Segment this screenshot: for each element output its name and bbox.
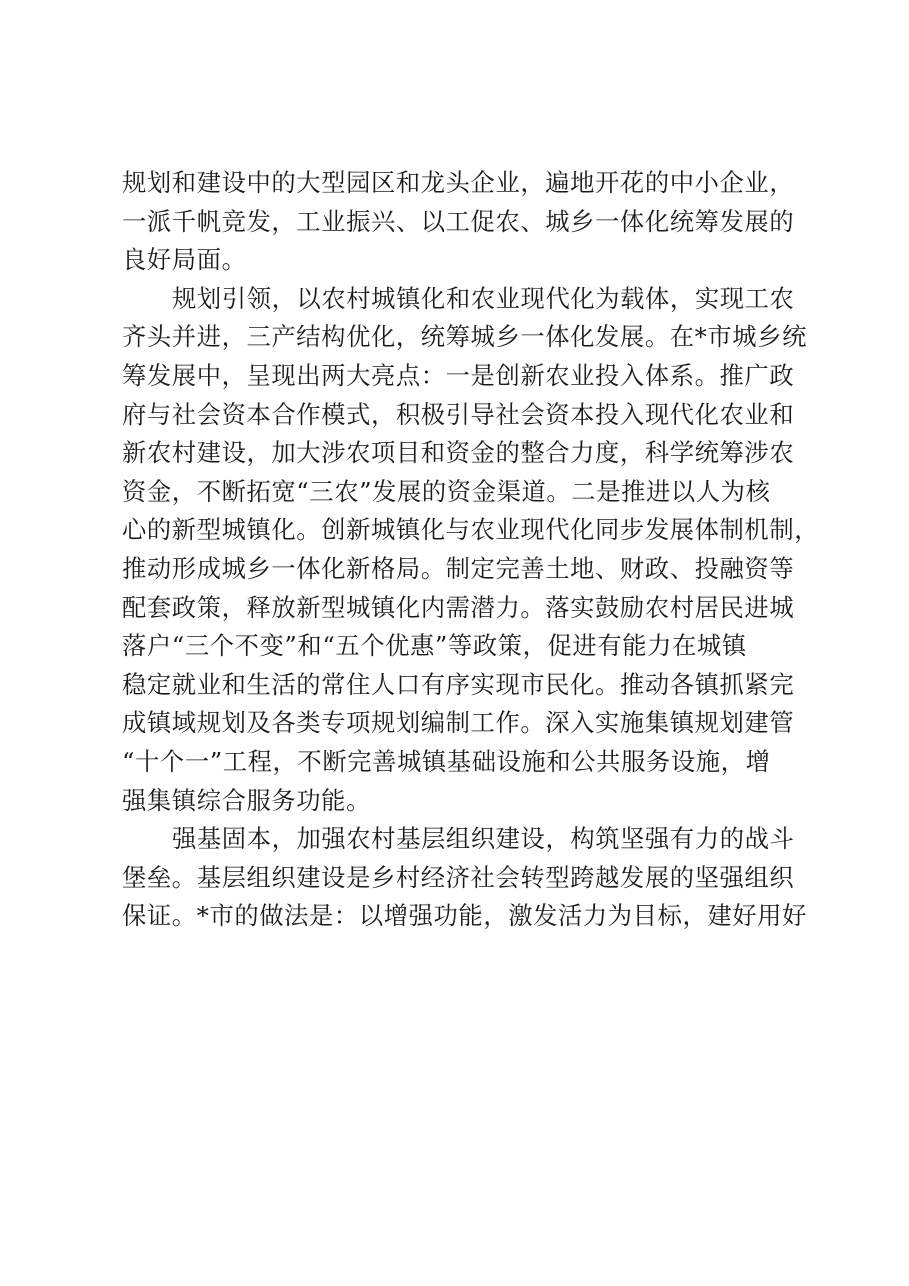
text-line: 一派千帆竞发，工业振兴、以工促农、城乡一体化统筹发展的 — [122, 206, 795, 236]
text-line: 落户“三个不变”和“五个优惠”等政策，促进有能力在城镇 — [122, 631, 747, 661]
text-line: 府与社会资本合作模式，积极引导社会资本投入现代化农业和 — [122, 399, 795, 429]
text-line: 成镇域规划及各类专项规划编制工作。深入实施集镇规划建管 — [122, 708, 795, 738]
text-line: 强集镇综合服务功能。 — [122, 785, 371, 815]
text-line: 推动形成城乡一体化新格局。制定完善土地、财政、投融资等 — [122, 553, 795, 583]
text-line: 资金，不断拓宽“三农”发展的资金渠道。二是推进以人为核 — [122, 476, 771, 506]
text-line: 规划和建设中的大型园区和龙头企业，遍地开花的中小企业， — [122, 168, 795, 197]
text-line: 稳定就业和生活的常住人口有序实现市民化。推动各镇抓紧完 — [122, 669, 795, 699]
text-line: 齐头并进，三产结构优化，统筹城乡一体化发展。在*市城乡统 — [122, 322, 807, 352]
text-line: 新农村建设，加大涉农项目和资金的整合力度，科学统筹涉农 — [122, 438, 795, 468]
paragraph-first-line: 强基固本，加强农村基层组织建设，构筑坚强有力的战斗 — [172, 824, 795, 854]
text-line: 配套政策，释放新型城镇化内需潜力。落实鼓励农村居民进城 — [122, 592, 795, 622]
text-line: 心的新型城镇化。创新城镇化与农业现代化同步发展体制机制， — [122, 515, 820, 545]
text-line: 筹发展中，呈现出两大亮点：一是创新农业投入体系。推广政 — [122, 360, 795, 390]
body-text — [122, 164, 820, 936]
paragraph-first-line: 规划引领，以农村城镇化和农业现代化为载体，实现工农 — [172, 283, 795, 313]
text-line: “十个一”工程，不断完善城镇基础设施和公共服务设施，增 — [122, 746, 771, 776]
text-line: 良好局面。 — [122, 245, 247, 275]
text-line: 堡垒。基层组织建设是乡村经济社会转型跨越发展的坚强组织 — [122, 862, 795, 892]
text-line: 保证。*市的做法是：以增强功能，激发活力为目标，建好用好 — [122, 901, 807, 931]
